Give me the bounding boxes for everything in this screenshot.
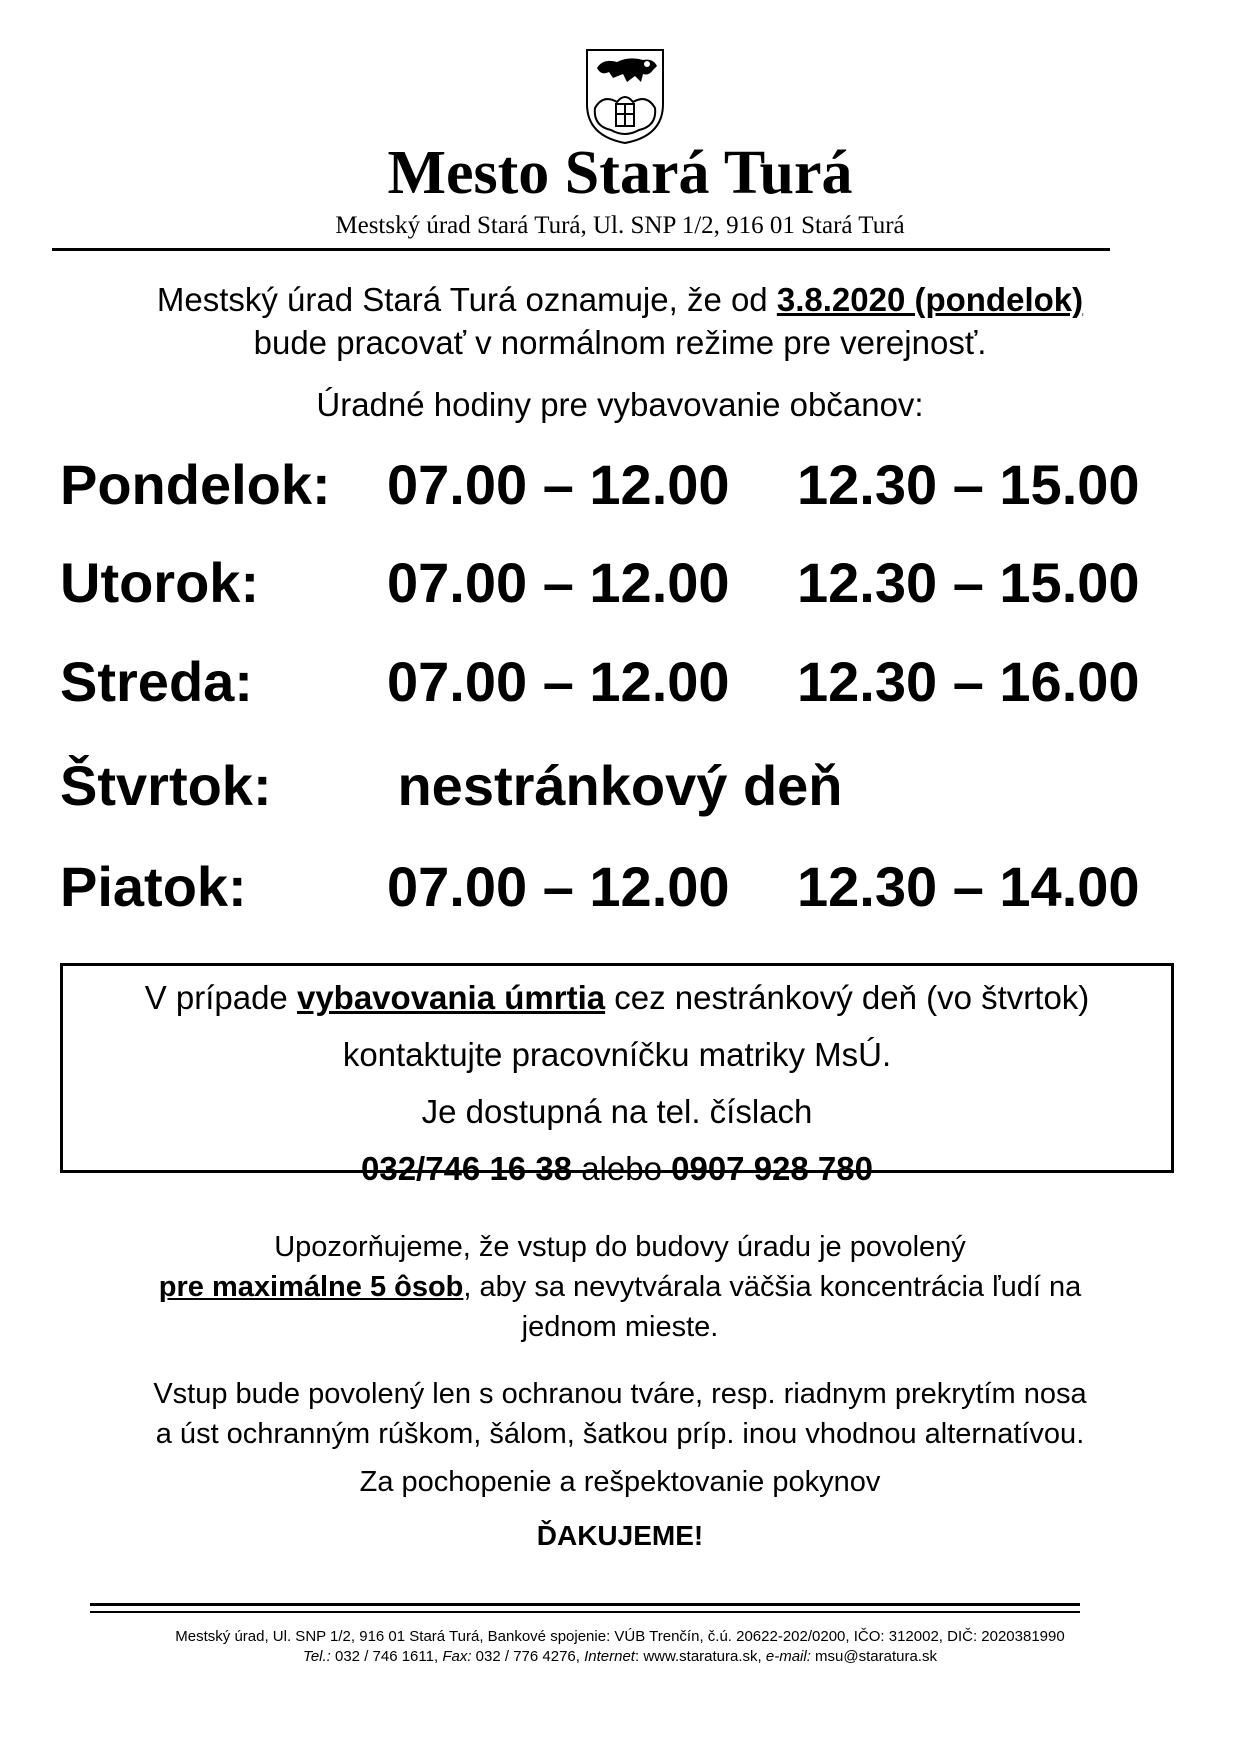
footer-website: : www.staratura.sk, <box>634 1648 766 1665</box>
page-title: Mesto Stará Turá <box>387 139 853 207</box>
schedule-morning: 07.00 – 12.00 <box>387 453 730 516</box>
office-hours-heading: Úradné hodiny pre vybavovanie občanov: <box>316 386 924 423</box>
schedule-afternoon: 12.30 – 14.00 <box>797 855 1140 918</box>
header-divider <box>52 248 1110 251</box>
schedule-row <box>0 852 1240 922</box>
rule-line-1: Vstup bude povolený len s ochranou tváre, resp. riadnym prekrytím nosa <box>153 1378 1087 1410</box>
footer-internet-label: Internet <box>584 1648 635 1665</box>
schedule-afternoon: 12.30 – 16.00 <box>797 650 1140 713</box>
office-address: Mestský úrad Stará Turá, Ul. SNP 1/2, 916 01 Stará Turá <box>335 212 905 239</box>
warning-line-1: Upozorňujeme, že vstup do budovy úradu je povolený <box>274 1231 966 1263</box>
phone-number-2: 0907 928 780 <box>671 1150 873 1187</box>
schedule-row <box>0 751 1240 821</box>
announcement-text: Mestský úrad Stará Turá oznamuje, že od <box>156 281 777 318</box>
schedule-morning: 07.00 – 12.00 <box>387 650 730 713</box>
schedule-day: Utorok: <box>60 551 260 614</box>
notice-line-2: kontaktujte pracovníčku matriky MsÚ. <box>342 1036 892 1073</box>
schedule-day: Pondelok: <box>60 453 331 516</box>
face-mask-rule <box>60 1374 1180 1454</box>
schedule-day: Štvrtok: <box>60 754 272 817</box>
warning-line-3: jednom mieste. <box>521 1311 719 1343</box>
footer-divider <box>90 1611 1080 1613</box>
thank-you: ĎAKUJEME! <box>536 1520 704 1551</box>
schedule-day: Streda: <box>60 650 253 713</box>
footer-email-label: e-mail: <box>765 1648 811 1665</box>
footer-fax: 032 / 776 4276, <box>471 1648 585 1665</box>
warning-emphasis: pre maximálne 5 ôsob <box>158 1271 464 1303</box>
death-registration-notice <box>60 963 1174 1187</box>
warning-line-2: , aby sa nevytvárala väčšia koncentrácia ľudí na <box>463 1271 1082 1303</box>
announcement-text-2: bude pracovať v normálnom režime pre verejnosť. <box>253 324 987 361</box>
announcement <box>0 278 1240 364</box>
footer-email: msu@staratura.sk <box>810 1648 937 1665</box>
notice-text: V prípade <box>144 979 297 1016</box>
notice-emphasis: vybavovania úmrtia <box>296 979 606 1016</box>
announcement-date: 3.8.2020 (pondelok) <box>776 281 1084 318</box>
notice-text: cez nestránkový deň (vo štvrtok) <box>605 979 1090 1016</box>
schedule-morning: 07.00 – 12.00 <box>387 855 730 918</box>
schedule-afternoon: 12.30 – 15.00 <box>797 551 1140 614</box>
schedule-row <box>0 548 1240 618</box>
footer-contacts <box>0 1647 1240 1666</box>
footer-divider <box>90 1603 1080 1606</box>
notice-line-3: Je dostupná na tel. číslach <box>421 1093 813 1130</box>
footer-tel: 032 / 746 1611, <box>330 1648 443 1665</box>
phone-number-1: 032/746 16 38 <box>360 1150 573 1187</box>
notice-or: alebo <box>572 1150 672 1187</box>
schedule-closed-note: nestránkový deň <box>397 754 843 817</box>
schedule-afternoon: 12.30 – 15.00 <box>797 453 1140 516</box>
footer-tel-label: Tel.: <box>303 1648 331 1665</box>
footer-fax-label: Fax: <box>442 1648 472 1665</box>
capacity-warning <box>60 1227 1180 1347</box>
footer-line-1: Mestský úrad, Ul. SNP 1/2, 916 01 Stará Turá, Bankové spojenie: VÚB Trenčín, č.ú. 20622-202/0200, IČO: 312002, DIČ: 2020381990 <box>175 1628 1065 1645</box>
schedule-row <box>0 647 1240 717</box>
schedule-row <box>0 450 1240 520</box>
schedule-morning: 07.00 – 12.00 <box>387 551 730 614</box>
schedule-day: Piatok: <box>60 855 247 918</box>
coat-of-arms-icon <box>583 46 667 146</box>
rule-line-2: a úst ochranným rúškom, šálom, šatkou príp. inou vhodnou alternatívou. <box>155 1418 1085 1450</box>
closing-line: Za pochopenie a rešpektovanie pokynov <box>359 1466 881 1498</box>
